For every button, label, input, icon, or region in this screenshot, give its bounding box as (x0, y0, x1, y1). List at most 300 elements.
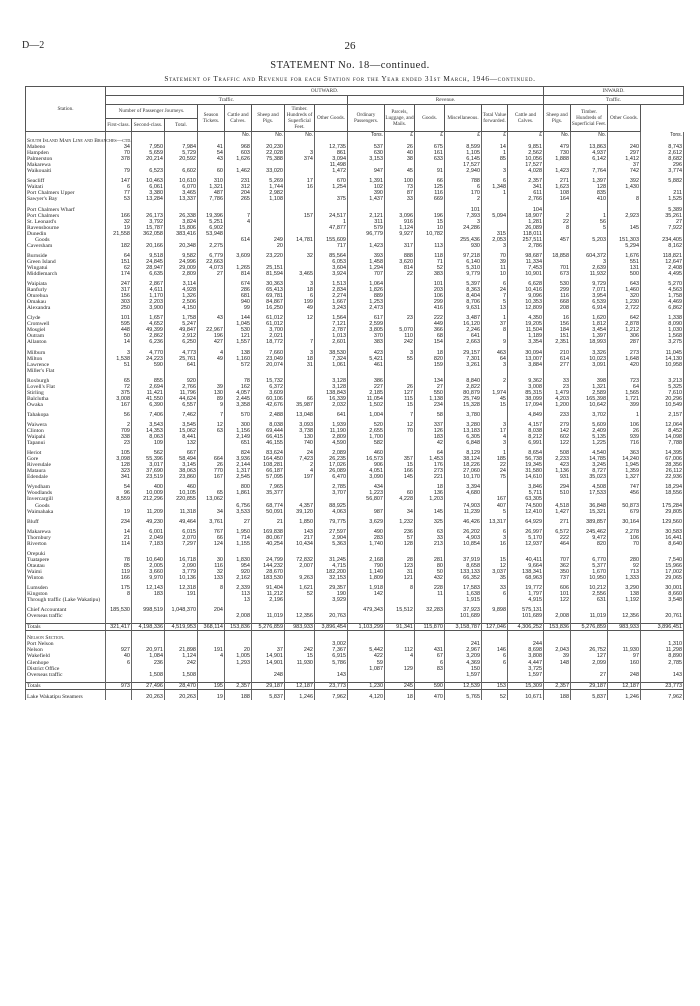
table-cell: 113 (225, 591, 252, 597)
table-cell: 49 (198, 356, 225, 362)
table-cell: 3,158,787 (445, 624, 482, 631)
table-cell: 6,015 (165, 529, 198, 535)
table-cell: 987 (348, 509, 385, 515)
table-cell: 8,706 (445, 299, 482, 305)
table-cell: 63,305 (508, 496, 544, 502)
station-name: Mabeno (26, 144, 106, 150)
table-cell: 1,797 (508, 591, 544, 597)
table-cell: 22,936 (641, 474, 684, 480)
table-cell: 3 (285, 350, 315, 356)
goods-header: Goods. (415, 105, 445, 132)
table-cell: 431 (415, 647, 445, 653)
table-cell: 17,094 (508, 402, 544, 408)
table-cell: 142 (348, 591, 385, 597)
table-cell: 2 (445, 196, 482, 202)
table-cell: 537 (348, 144, 385, 150)
table-cell: 6,756 (225, 503, 252, 509)
table-cell: 490 (348, 529, 385, 535)
table-cell: 4,203 (544, 396, 571, 402)
table-cell: 38,530 (315, 350, 348, 356)
table-cell: 368,114 (198, 624, 225, 631)
table-cell: 300 (225, 422, 252, 428)
table-cell: 716 (608, 440, 641, 446)
table-cell: 80 (415, 563, 445, 569)
table-cell: 3,620 (385, 259, 415, 265)
table-cell: 244 (508, 641, 544, 647)
table-cell: 280 (608, 557, 641, 563)
table-cell: 2,162 (225, 575, 252, 581)
table-cell: 2,473 (348, 305, 385, 311)
table-cell: 122 (544, 440, 571, 446)
table-cell: 3,093 (285, 422, 315, 428)
table-cell: 25,151 (252, 265, 285, 271)
table-cell: 210 (544, 350, 571, 356)
station-name: Balclutha (26, 396, 106, 402)
table-cell: 11 (415, 591, 445, 597)
table-cell: 27 (415, 384, 445, 390)
table-cell: 106 (608, 422, 641, 428)
table-cell: 906 (348, 462, 385, 468)
table-cell: 3,128 (315, 378, 348, 384)
table-cell: 6,602 (165, 168, 198, 174)
table-cell: 60 (198, 168, 225, 174)
table-cell: 1,281 (508, 219, 544, 225)
table-cell: 15,309 (508, 682, 544, 689)
table-cell: 71 (415, 259, 445, 265)
table-cell: 12 (285, 315, 315, 321)
table-cell: 3,609 (225, 253, 252, 259)
timber-header: Timber. Hundreds of Superficial Feet. (285, 105, 315, 132)
table-cell: 3,702 (571, 412, 608, 418)
table-cell: 1,232 (385, 519, 415, 525)
table-cell: 7,301 (445, 356, 482, 362)
table-cell: 341 (508, 184, 544, 190)
table-cell: 434 (348, 484, 385, 490)
table-cell: 8,404 (445, 293, 482, 299)
table-cell: 487 (198, 190, 225, 196)
table-cell: 53 (106, 196, 132, 202)
table-cell: 6,635 (132, 271, 165, 277)
table-cell: 420 (608, 362, 641, 368)
table-cell: 604,372 (571, 253, 608, 259)
table-cell: 50,091 (252, 509, 285, 515)
table-cell: 69,444 (252, 428, 285, 434)
table-cell: 7,462 (165, 412, 198, 418)
table-cell: 800 (225, 484, 252, 490)
table-cell: 449 (415, 321, 445, 327)
table-cell: 21 (252, 519, 285, 525)
table-cell: 4 (198, 653, 225, 659)
table-cell: 24 (482, 287, 508, 293)
table-cell: 3,900 (132, 305, 165, 311)
table-cell: 20,166 (132, 243, 165, 249)
table-cell: 2,601 (315, 339, 348, 345)
table-cell: 13,007 (508, 356, 544, 362)
table-cell: 590 (132, 362, 165, 368)
table-cell: 835 (571, 190, 608, 196)
table-cell: 7 (225, 213, 252, 219)
table-cell: 614 (225, 237, 252, 243)
station-name: Oturehua (26, 293, 106, 299)
table-cell: 5,135 (571, 434, 608, 440)
table-cell: 2,599 (348, 321, 385, 327)
station-name: Stirling (26, 390, 106, 396)
table-cell: 1,525 (641, 196, 684, 202)
table-cell: 3,096 (385, 213, 415, 219)
table-cell: 2,785 (641, 660, 684, 666)
table-cell: 3,774 (641, 168, 684, 174)
table-cell: 233 (544, 412, 571, 418)
table-cell: 3 (482, 168, 508, 174)
table-cell: 3,846 (508, 484, 544, 490)
table-cell: 407 (482, 503, 508, 509)
table-cell: 2,694 (132, 384, 165, 390)
table-cell: 29,357 (315, 585, 348, 591)
table-cell: 24,845 (132, 259, 165, 265)
table-cell: 633 (415, 156, 445, 162)
table-cell: 105 (106, 450, 132, 456)
table-cell: 17 (482, 428, 508, 434)
inward-header: INWARD. (544, 87, 684, 96)
table-cell: 16 (544, 315, 571, 321)
table-cell: 118,011 (508, 231, 544, 237)
table-cell: 16,718 (165, 557, 198, 563)
table-cell: 2,070 (165, 535, 198, 541)
table-cell: 29,187 (252, 682, 285, 689)
table-cell: 70 (482, 253, 508, 259)
table-cell: 30,583 (641, 529, 684, 535)
table-cell: 1,826 (348, 287, 385, 293)
table-cell: 165,398 (571, 396, 608, 402)
statement-title: STATEMENT No. 18—continued. (270, 60, 430, 71)
table-cell: 34 (106, 144, 132, 150)
table-cell: 3,780 (445, 412, 482, 418)
table-body (26, 132, 684, 700)
table-cell: 45 (385, 168, 415, 174)
table-cell: 2,157 (641, 412, 684, 418)
table-cell: 3,213 (641, 378, 684, 384)
table-cell: 375 (315, 196, 348, 202)
table-cell: 303 (106, 299, 132, 305)
table-cell: 159 (415, 362, 445, 368)
table-cell: 939 (608, 434, 641, 440)
table-cell: 3,896,454 (315, 624, 348, 631)
table-cell: 7,660 (252, 350, 285, 356)
table-cell: 8 (482, 327, 508, 333)
station-name: Milton (26, 356, 106, 362)
table-cell: 572 (225, 362, 252, 368)
table-cell: 4,928 (165, 287, 198, 293)
station-name: Seacliff (26, 178, 106, 184)
table-cell: 41,550 (132, 396, 165, 402)
table-cell: 142 (544, 428, 571, 434)
table-cell: 2,663 (445, 339, 482, 345)
table-cell: 203 (415, 287, 445, 293)
table-cell: 1,155 (225, 541, 252, 547)
table-cell: 4,508 (571, 484, 608, 490)
table-cell: 56 (106, 412, 132, 418)
table-cell: 234 (106, 519, 132, 525)
station-name: Ranfurly (26, 287, 106, 293)
units-cell: No. (252, 132, 285, 139)
table-cell: 4 (385, 653, 415, 659)
table-cell: 22 (385, 271, 415, 277)
table-cell: 1,253 (348, 299, 385, 305)
table-cell: 52 (415, 265, 445, 271)
table-cell: 145 (608, 225, 641, 231)
table-cell: 7,393 (445, 213, 482, 219)
table-cell: 5,837 (252, 694, 285, 700)
table-cell: 220,855 (165, 496, 198, 502)
table-cell: 6,053 (315, 259, 348, 265)
table-cell: 73 (385, 184, 415, 190)
table-cell: 4 (198, 350, 225, 356)
table-cell: 24,996 (165, 259, 198, 265)
table-cell: 287 (608, 339, 641, 345)
table-cell: 126 (415, 428, 445, 434)
table-cell: 8 (608, 196, 641, 202)
table-cell: 19 (106, 509, 132, 515)
table-cell: 2,904 (315, 535, 348, 541)
station-name: Waikouaiti (26, 168, 106, 174)
table-cell: 49,464 (165, 519, 198, 525)
table-cell: 127 (385, 390, 415, 396)
table-cell: 27 (198, 271, 225, 277)
table-cell: 1 (315, 219, 348, 225)
table-cell: 3,128 (315, 384, 348, 390)
table-cell: 1,597 (508, 672, 544, 678)
table-cell: 1,508 (165, 672, 198, 678)
table-cell: 150 (445, 666, 482, 672)
table-cell: 1,758 (641, 293, 684, 299)
table-cell: 383 (348, 339, 385, 345)
table-cell: 579 (348, 225, 385, 231)
table-cell: 10,056 (508, 156, 544, 162)
table-cell: 10,610 (165, 178, 198, 184)
table-cell: 191 (198, 647, 225, 653)
table-cell: 2,834 (315, 287, 348, 293)
table-cell: 855 (132, 378, 165, 384)
table-cell: 14,240 (608, 456, 641, 462)
table-cell: 113 (415, 243, 445, 249)
table-cell: 23 (385, 315, 415, 321)
table-cell: 1,294 (348, 265, 385, 271)
table-cell: 166 (106, 575, 132, 581)
table-cell: 67,006 (641, 456, 684, 462)
table-cell: 123 (385, 563, 415, 569)
table-cell: 58 (415, 412, 445, 418)
sheep-in-header: Sheep and Pigs. (544, 105, 571, 132)
table-cell: 5 (482, 299, 508, 305)
station-name: Port Chalmers (26, 213, 106, 219)
table-cell: 8,640 (641, 541, 684, 547)
table-cell: 820 (415, 356, 445, 362)
table-cell: 188 (225, 694, 252, 700)
table-cell: 5 (571, 225, 608, 231)
table-cell: 1,160 (225, 356, 252, 362)
table-cell: 1,621 (285, 585, 315, 591)
station-name: Goods (26, 237, 106, 243)
table-cell: 457 (544, 237, 571, 243)
station-name: Lovell's Flat (26, 384, 106, 390)
table-cell: 196 (198, 333, 225, 339)
table-cell: 39 (198, 384, 225, 390)
table-cell: 8,038 (508, 428, 544, 434)
table-cell: 37 (608, 162, 641, 168)
table-cell: 24,799 (252, 557, 285, 563)
table-cell: 1,265 (225, 265, 252, 271)
table-cell: 176 (415, 462, 445, 468)
table-cell: 11,019 (571, 613, 608, 619)
table-cell: 3,792 (132, 219, 165, 225)
table-cell: 3,896,451 (641, 624, 684, 631)
table-cell: 3,545 (165, 422, 198, 428)
table-cell: 6,145 (445, 156, 482, 162)
table-cell: 156 (106, 293, 132, 299)
table-cell: 338 (106, 434, 132, 440)
table-cell: 1,670 (571, 569, 608, 575)
table-cell: 23,049 (252, 356, 285, 362)
table-cell: 2,786 (508, 243, 544, 249)
table-cell: 164 (544, 196, 571, 202)
table-cell: 26,997 (508, 529, 544, 535)
table-cell: 19 (106, 225, 132, 231)
table-cell: 8,090 (641, 321, 684, 327)
table-cell: 106 (608, 535, 641, 541)
table-cell: 12,064 (641, 422, 684, 428)
table-cell: 84,867 (252, 299, 285, 305)
table-cell: 40,254 (252, 541, 285, 547)
station-name: Bluff (26, 519, 106, 525)
table-cell: 1,087 (348, 666, 385, 672)
table-cell: 9,582 (165, 253, 198, 259)
table-cell: 87 (385, 190, 415, 196)
table-cell: 3,326 (571, 350, 608, 356)
table-cell: 651 (225, 440, 252, 446)
table-cell: 3,245 (571, 462, 608, 468)
table-cell: 7 (198, 412, 225, 418)
table-cell: 10,434 (285, 541, 315, 547)
table-cell: 19,205 (508, 321, 544, 327)
table-cell: 39 (482, 259, 508, 265)
table-cell: 22,028 (252, 150, 285, 156)
table-cell: 1,939 (315, 422, 348, 428)
totals-row (26, 682, 684, 689)
table-cell: 1,005 (225, 653, 252, 659)
table-cell: 400 (132, 484, 165, 490)
station-name: Middlemarch (26, 271, 106, 277)
station-name: Owaka (26, 402, 106, 408)
table-cell: 374 (285, 156, 315, 162)
table-cell: 145 (385, 474, 415, 480)
table-cell: 127 (571, 653, 608, 659)
table-cell: 35 (482, 575, 508, 581)
table-cell: 208 (544, 305, 571, 311)
table-cell: 423 (348, 350, 385, 356)
table-cell: 131 (608, 265, 641, 271)
station-name: Sawyer's Bay (26, 196, 106, 202)
revenue-header: Revenue. (348, 96, 544, 105)
table-cell: 132 (165, 440, 198, 446)
table-cell: 11,932 (571, 271, 608, 277)
table-cell: 20,763 (315, 613, 348, 619)
table-cell: 1,084 (132, 653, 165, 659)
table-cell: 28,670 (252, 569, 285, 575)
table-cell: 3 (445, 219, 482, 225)
statement-subtitle: Statement of Traffic and Revenue for each Station for the Year ended 31st March, 1946—continued. (164, 74, 536, 83)
table-cell: 6,915 (315, 653, 348, 659)
table-cell: 16,339 (315, 396, 348, 402)
station-name: Through traffic (Lake Wakatipu) (26, 597, 106, 603)
table-cell: 185 (482, 456, 508, 462)
table-cell: 2,233 (544, 456, 571, 462)
table-cell: 1 (571, 213, 608, 219)
table-cell: 3,358 (225, 402, 252, 408)
table-cell: 6,070 (165, 184, 198, 190)
table-cell: 1,293 (225, 660, 252, 666)
table-cell: 174 (106, 271, 132, 277)
table-cell: 24,517 (315, 213, 348, 219)
table-cell: 325 (415, 519, 445, 525)
table-cell: 26,089 (508, 225, 544, 231)
table-cell: 12,143 (132, 585, 165, 591)
table-cell: 1,508 (132, 672, 165, 678)
table-cell: 16 (482, 541, 508, 547)
table-cell: 170 (445, 190, 482, 196)
table-cell: 4,350 (508, 315, 544, 321)
table-cell: 5,247 (165, 321, 198, 327)
table-cell: 1,626 (225, 156, 252, 162)
table-cell: 8,658 (445, 563, 482, 569)
table-cell: 3,280 (445, 422, 482, 428)
station-name: Waipiata (26, 281, 106, 287)
table-cell: 2,822 (445, 384, 482, 390)
table-cell: 11,298 (641, 647, 684, 653)
table-cell: 14,130 (641, 356, 684, 362)
station-name: Chief Accountant (26, 607, 106, 613)
units-cell: £ (482, 132, 508, 139)
table-cell: 29,157 (445, 350, 482, 356)
table-cell: 423 (544, 462, 571, 468)
table-cell: 217 (285, 535, 315, 541)
table-cell: 3,725 (508, 666, 544, 672)
table-cell: 2 (482, 378, 508, 384)
table-cell: 3,543 (132, 422, 165, 428)
table-cell: 196 (415, 213, 445, 219)
table-cell: 1,623 (544, 184, 571, 190)
table-cell: 182 (106, 243, 132, 249)
misc-header: Miscellaneous. (445, 105, 482, 132)
table-cell: 57 (385, 535, 415, 541)
table-cell: 166 (106, 213, 132, 219)
table-cell: 245 (385, 682, 415, 689)
table-cell: 10,023 (571, 356, 608, 362)
table-cell: 106 (415, 293, 445, 299)
table-cell: 27 (571, 672, 608, 678)
table-cell: 470 (415, 694, 445, 700)
table-cell: 101,689 (508, 613, 544, 619)
table-cell: 26,173 (132, 213, 165, 219)
table-cell: 14,353 (132, 428, 165, 434)
station-name: Heriot (26, 450, 106, 456)
table-cell: 820 (571, 541, 608, 547)
table-cell: 121 (385, 575, 415, 581)
table-cell: 7,965 (252, 484, 285, 490)
table-cell: 1,359 (608, 468, 641, 474)
table-cell: 814 (385, 265, 415, 271)
table-cell: 1,423 (544, 168, 571, 174)
table-cell: 1,557 (225, 339, 252, 345)
